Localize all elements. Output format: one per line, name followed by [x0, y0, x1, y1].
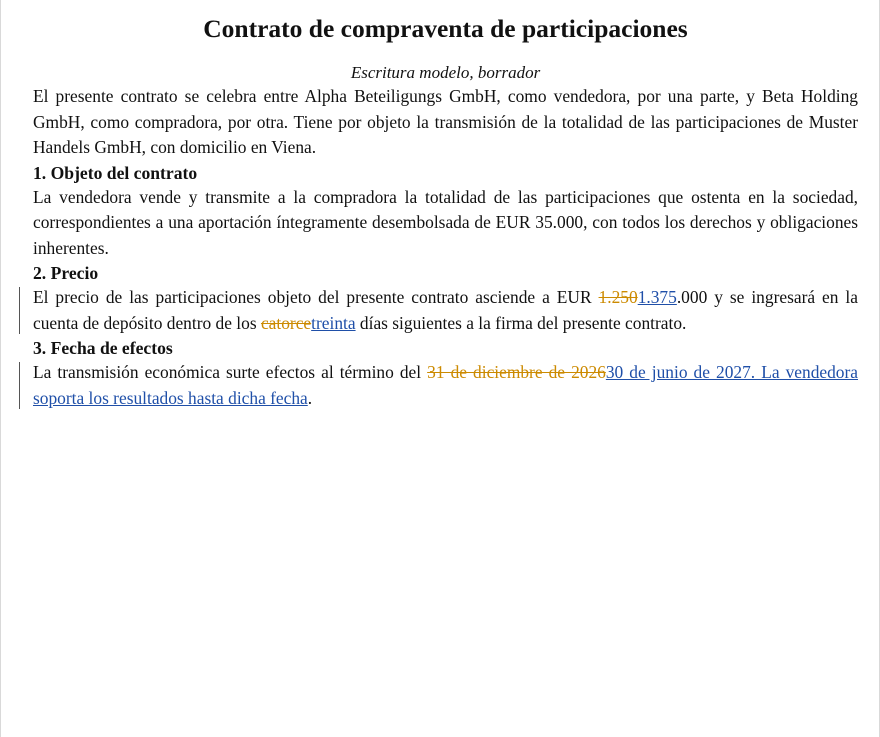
tracked-deletion[interactable]: catorce [260, 312, 312, 333]
text-segment: días siguientes a la firma del presente contrato. [355, 312, 687, 333]
document-title: Contrato de compraventa de participaciones [203, 14, 688, 43]
section-heading-objeto: 1. Objeto del contrato [33, 162, 198, 183]
document-subtitle: Escritura modelo, borrador [350, 63, 541, 82]
change-bar [19, 287, 20, 334]
section-text-objeto: La vendedora vende y transmite a la compradora la totalidad de las participaciones que ostenta en la sociedad, correspondientes a una aportación íntegramente desembolsada de EUR 35.000, con todos los derechos y obligaciones inherentes. [33, 186, 858, 258]
section-text-precio [33, 285, 858, 336]
section-heading-precio: 2. Precio [33, 263, 99, 283]
tracked-deletion[interactable]: 1.250 [598, 287, 638, 307]
intro-paragraph: El presente contrato se celebra entre Alpha Beteiligungs GmbH, como vendedora, por una parte, y Beta Holding GmbH, como compradora, por otra. Tiene por objeto la transmisión de la totalidad de las participaciones de Muster Handels GmbH, con domicilio en Viena. [33, 86, 858, 157]
section-text-fecha [33, 360, 858, 411]
tracked-deletion[interactable]: 31 de diciembre de 2026 [427, 362, 606, 382]
text-segment: El precio de las participaciones objeto del presente contrato asciende a EUR [33, 287, 599, 307]
change-bar [19, 362, 20, 409]
tracked-insertion[interactable]: 30 de junio de 2027. La vendedora soporta los resultados hasta dicha fecha [33, 362, 859, 408]
text-segment: . [307, 387, 313, 408]
section-heading-fecha: 3. Fecha de efectos [33, 338, 173, 358]
text-segment: La transmisión económica surte efectos al término del [33, 362, 428, 382]
tracked-insertion[interactable]: treinta [311, 312, 356, 333]
text-segment: .000 y se ingresará en la cuenta de depósito dentro de los [33, 287, 858, 333]
tracked-insertion[interactable]: 1.375 [637, 287, 677, 307]
